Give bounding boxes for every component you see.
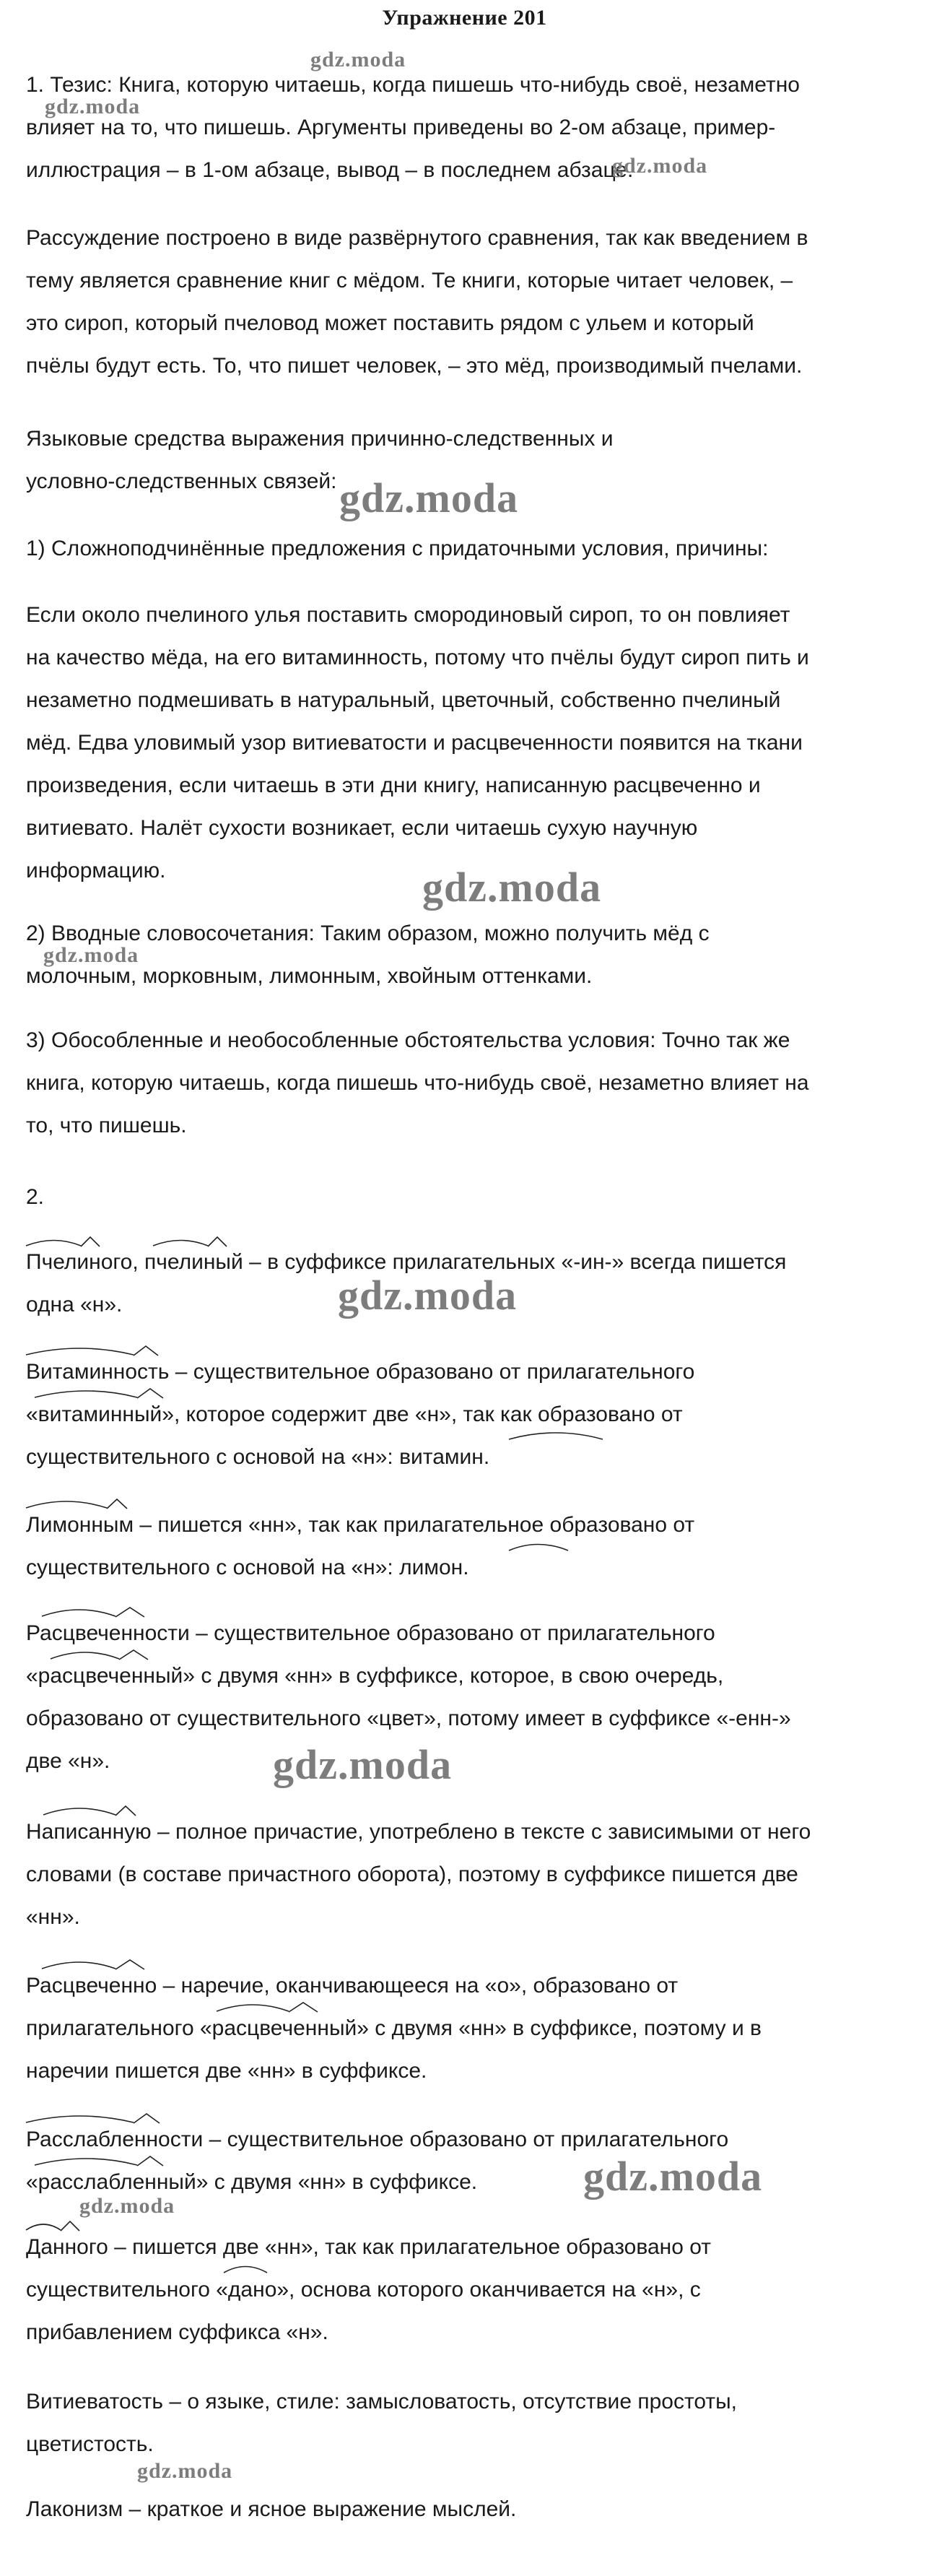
paragraph-vitaminnost: [26, 1350, 871, 1478]
section-number: [26, 1176, 871, 1218]
paragraph-rastsvechenno: [26, 1964, 871, 2092]
text-line: незаметно подмешивать в натуральный, цветочный, собственно пчелиный: [26, 688, 781, 712]
paragraph-limonnym: [26, 1504, 871, 1589]
paragraph-thesis: [26, 64, 871, 191]
text-line: Написанную – полное причастие, употреблено в тексте с зависимыми от него: [26, 1820, 811, 1844]
text-line: существительного с основой на «н»: витамин.: [26, 1445, 490, 1469]
paragraph-napisannuyu: [26, 1810, 871, 1938]
watermark: gdz.moda: [612, 154, 708, 178]
paragraph-lakonizm: [26, 2488, 871, 2531]
text-line: образовано от существительного «цвет», потому имеет в суффиксе «-енн-»: [26, 1707, 791, 1730]
text-line: Лаконизм – краткое и ясное выражение мыслей.: [26, 2497, 517, 2521]
text-line: существительного «дано», основа которого оканчивается на «н», с: [26, 2278, 701, 2302]
text-line: Рассуждение построено в виде развёрнутого сравнения, так как введением в: [26, 226, 808, 250]
text-line: одна «н».: [26, 1293, 123, 1317]
paragraph-vitievatost: [26, 2380, 871, 2466]
watermark: gdz.moda: [338, 1272, 518, 1319]
text-line: влияет на то, что пишешь. Аргументы приведены во 2-ом абзаце, пример-: [26, 116, 776, 139]
text-line: существительного с основой на «н»: лимон.: [26, 1556, 469, 1579]
text-line: Пчелиного, пчелиный – в суффиксе прилагательных «-ин-» всегда пишется: [26, 1250, 787, 1274]
text-line: прилагательного «расцвеченный» с двумя «нн» в суффиксе, поэтому и в: [26, 2016, 762, 2040]
paragraph-point-3: [26, 1019, 871, 1147]
text-line: мёд. Едва уловимый узор витиеватости и расцвеченности появится на ткани: [26, 731, 803, 755]
watermark: gdz.moda: [79, 2194, 175, 2218]
text-line: прибавлением суффикса «н».: [26, 2320, 328, 2344]
watermark: gdz.moda: [583, 2153, 763, 2200]
text-line: словами (в составе причастного оборота), поэтому в суффиксе пишется две: [26, 1862, 798, 1886]
watermark: gdz.moda: [137, 2459, 233, 2483]
text-line: Расцвеченности – существительное образовано от прилагательного: [26, 1621, 715, 1645]
text-line: иллюстрация – в 1-ом абзаце, вывод – в последнем абзаце.: [26, 158, 634, 182]
text-line: тему является сравнение книг с мёдом. Те книги, которые читает человек, –: [26, 269, 793, 292]
watermark: gdz.moda: [339, 474, 519, 521]
text-line: Языковые средства выражения причинно-следственных и: [26, 427, 614, 451]
text-line: 1) Сложноподчинённые предложения с придаточными условия, причины:: [26, 537, 769, 560]
watermark: gdz.moda: [422, 864, 602, 911]
watermark: gdz.moda: [45, 95, 141, 118]
text-line: цветистость.: [26, 2432, 154, 2456]
paragraph-point-2: [26, 912, 871, 997]
text-line: Если около пчелиного улья поставить смородиновый сироп, то он повлияет: [26, 603, 790, 627]
text-line: книга, которую читаешь, когда пишешь что-нибудь своё, незаметно влияет на: [26, 1071, 809, 1095]
text-line: наречии пишется две «нн» в суффиксе.: [26, 2059, 427, 2083]
text-line: «расслабленный» с двумя «нн» в суффиксе.: [26, 2170, 478, 2194]
text-line: молочным, морковным, лимонным, хвойным оттенками.: [26, 964, 593, 988]
text-line: Данного – пишется две «нн», так как прилагательное образовано от: [26, 2235, 711, 2259]
text-line: это сироп, который пчеловод может поставить рядом с ульем и который: [26, 311, 754, 335]
watermark: gdz.moda: [310, 48, 406, 71]
watermark: gdz.moda: [43, 943, 139, 967]
paragraph-example: [26, 594, 871, 892]
text-line: условно-следственных связей:: [26, 469, 337, 493]
text-line: информацию.: [26, 859, 166, 882]
text-line: «витаминный», которое содержит две «н», так как образовано от: [26, 1402, 683, 1426]
text-line: две «н».: [26, 1749, 110, 1773]
text-line: 2.: [26, 1185, 45, 1209]
text-line: 3) Обособленные и необособленные обстоятельства условия: Точно так же: [26, 1028, 790, 1052]
paragraph-comparison: [26, 217, 871, 387]
text-line: «расцвеченный» с двумя «нн» в суффиксе, которое, в свою очередь,: [26, 1664, 724, 1688]
text-line: 2) Вводные словосочетания: Таким образом, можно получить мёд с: [26, 921, 710, 945]
text-line: пчёлы будут есть. То, что пишет человек, – это мёд, производимый пчелами.: [26, 354, 803, 378]
text-line: на качество мёда, на его витаминность, потому что пчёлы будут сироп пить и: [26, 646, 809, 669]
text-line: Расслабленности – существительное образовано от прилагательного: [26, 2128, 729, 2151]
exercise-title: Упражнение 201: [382, 6, 547, 30]
text-line: «нн».: [26, 1905, 80, 1929]
text-line: произведения, если читаешь в эти дни книгу, написанную расцвеченно и: [26, 773, 761, 797]
text-line: Расцвеченно – наречие, оканчивающееся на «о», образовано от: [26, 1974, 679, 1998]
text-line: то, что пишешь.: [26, 1114, 187, 1137]
paragraph-dannogo: [26, 2226, 871, 2354]
text-line: 1. Тезис: Книга, которую читаешь, когда пишешь что-нибудь своё, незаметно: [26, 73, 800, 97]
paragraph-point-1: [26, 527, 871, 570]
text-line: Витаминность – существительное образовано от прилагательного: [26, 1360, 695, 1384]
text-line: Витиеватость – о языке, стиле: замысловатость, отсутствие простоты,: [26, 2390, 738, 2414]
text-line: витиевато. Налёт сухости возникает, если читаешь сухую научную: [26, 816, 698, 840]
text-line: Лимонным – пишется «нн», так как прилагательное образовано от: [26, 1513, 695, 1537]
watermark: gdz.moda: [273, 1741, 453, 1788]
